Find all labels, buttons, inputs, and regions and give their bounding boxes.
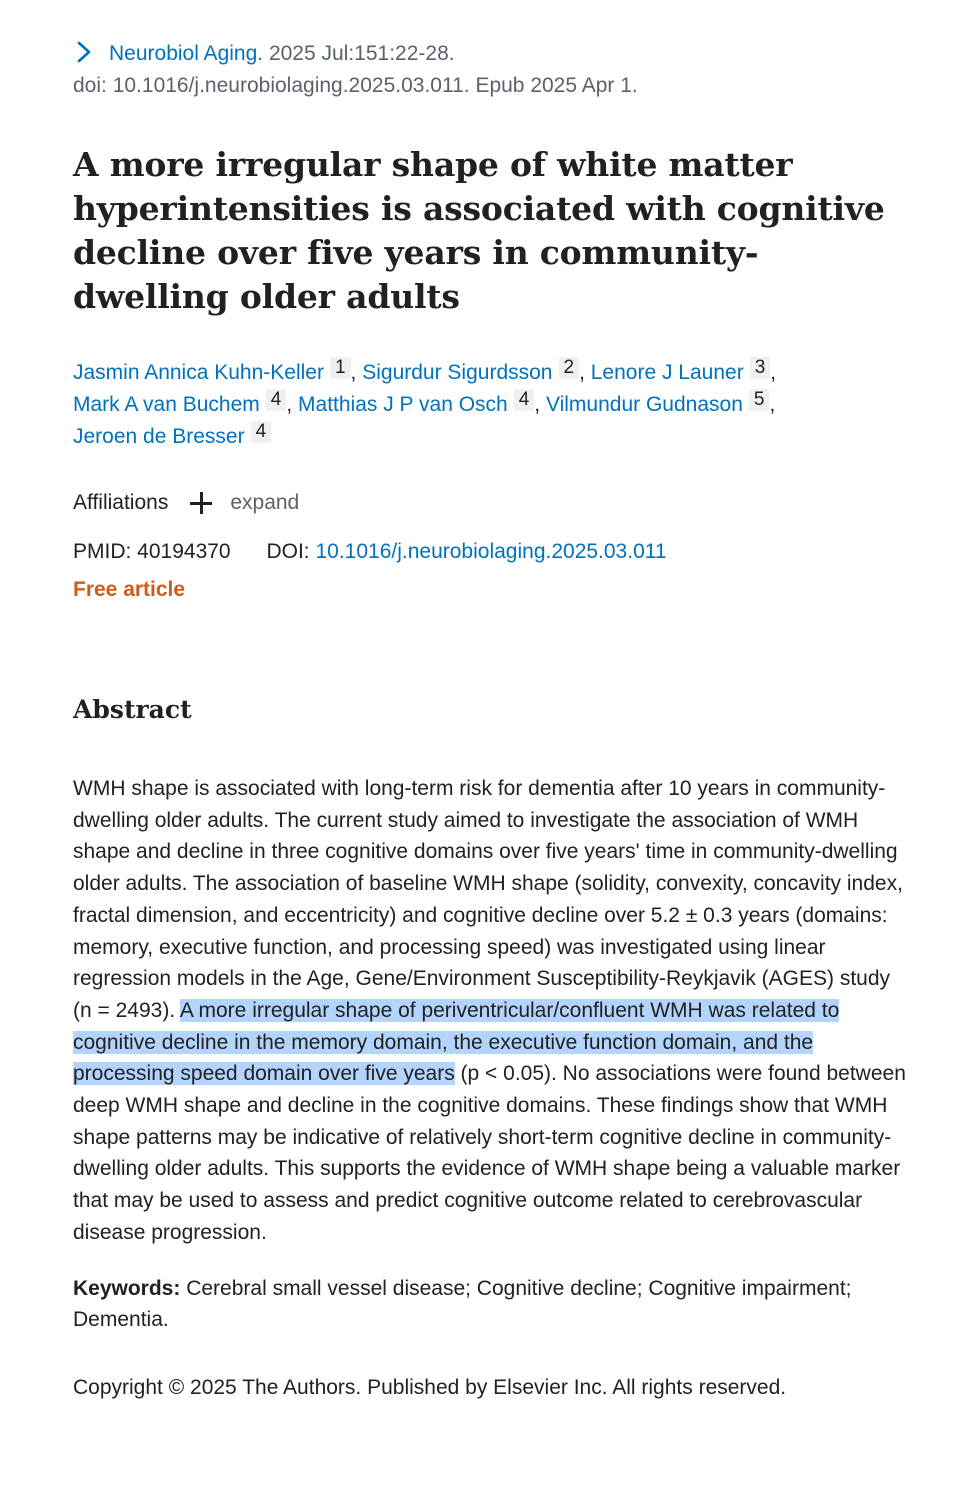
author-item: Vilmundur Gudnason 5 , bbox=[545, 389, 776, 416]
affiliation-number[interactable]: 4 bbox=[514, 389, 535, 411]
author-link[interactable]: Sigurdur Sigurdsson bbox=[362, 361, 553, 384]
author-item bbox=[73, 421, 271, 448]
author-item: Lenore J Launer 3 , bbox=[590, 357, 777, 384]
affiliation-number[interactable]: 1 bbox=[330, 357, 351, 379]
pmid: PMID: 40194370 bbox=[73, 540, 231, 563]
citation-line-1 bbox=[73, 38, 913, 70]
author-link[interactable]: Jasmin Annica Kuhn-Keller bbox=[73, 361, 324, 384]
affiliation-number[interactable]: 4 bbox=[266, 389, 287, 411]
author-link[interactable]: Vilmundur Gudnason bbox=[545, 393, 743, 416]
journal-link[interactable]: Neurobiol Aging. bbox=[109, 42, 264, 65]
author-link[interactable]: Matthias J P van Osch bbox=[298, 393, 508, 416]
affiliation-number[interactable]: 2 bbox=[559, 357, 580, 379]
plus-icon[interactable] bbox=[190, 492, 212, 514]
doi-label: DOI: bbox=[266, 540, 310, 563]
author-item: Matthias J P van Osch 4 , bbox=[298, 389, 546, 416]
copyright: Copyright © 2025 The Authors. Published by Elsevier Inc. All rights reserved. bbox=[73, 1375, 787, 1399]
author-item: Jasmin Annica Kuhn-Keller 1 , bbox=[73, 357, 363, 384]
affiliation-number[interactable]: 5 bbox=[749, 389, 770, 411]
citation-date-pages: 2025 Jul:151:22-28. bbox=[268, 42, 455, 65]
author-link[interactable]: Mark A van Buchem bbox=[73, 393, 260, 416]
author-link[interactable]: Lenore J Launer bbox=[590, 361, 744, 384]
abstract-text-selected: A more irregular shape of periventricular/confluent WMH was related to cognitive decline in the memory domain, the executive function domain, and the processing speed domain over five years bbox=[73, 998, 840, 1086]
doi-link[interactable]: 10.1016/j.neurobiolaging.2025.03.011 bbox=[315, 540, 667, 563]
keywords bbox=[73, 1273, 913, 1336]
affiliations-label: Affiliations bbox=[73, 491, 169, 514]
affiliation-number[interactable]: 4 bbox=[251, 421, 272, 443]
affiliation-number[interactable]: 3 bbox=[750, 357, 771, 379]
free-article-badge: Free article bbox=[73, 578, 186, 601]
citation-doi-epub: doi: 10.1016/j.neurobiolaging.2025.03.011. Epub 2025 Apr 1. bbox=[73, 74, 638, 97]
article-title: A more irregular shape of white matter hyperintensities is associated with cognitive decline over five years in community-dwelling older adults bbox=[73, 145, 885, 316]
keywords-text: Cerebral small vessel disease; Cognitive decline; Cognitive impairment; Dementia. bbox=[73, 1276, 852, 1332]
article-page bbox=[73, 38, 913, 1404]
authors-list bbox=[73, 357, 913, 453]
article-ids bbox=[73, 536, 913, 568]
author-item: Sigurdur Sigurdsson 2 , bbox=[362, 357, 591, 384]
keywords-label: Keywords: bbox=[73, 1276, 181, 1300]
abstract-text-after: (p < 0.05). No associations were found between deep WMH shape and decline in the cognitive domains. These findings show that WMH shape patterns may be indicative of relatively short-term cognitive decline in community-dwelling older adults. This supports the evidence of WMH shape being a valuable marker that may be used to assess and predict cognitive outcome related to cerebrovascular disease progression. bbox=[73, 1062, 906, 1244]
abstract-text-before: WMH shape is associated with long-term risk for dementia after 10 years in community-dwelling older adults. The current study aimed to investigate the association of WMH shape and decline in three cognitive domains over five years' time in community-dwelling older adults. The association of baseline WMH shape (solidity, convexity, concavity index, fractal dimension, and eccentricity) and cognitive decline over 5.2 ± 0.3 years (domains: memory, executive function, and processing speed) was investigated using linear regression models in the Age, Gene/Environment Susceptibility-Reykjavik (AGES) study (n = 2493). bbox=[73, 777, 903, 1022]
abstract-body bbox=[73, 773, 913, 1249]
author-item: Mark A van Buchem 4 , bbox=[73, 389, 299, 416]
expand-button[interactable]: expand bbox=[230, 491, 300, 514]
affiliations-toggle[interactable] bbox=[73, 487, 913, 519]
chevron-right-icon[interactable] bbox=[73, 41, 95, 63]
abstract-heading: Abstract bbox=[73, 695, 192, 724]
author-link[interactable]: Jeroen de Bresser bbox=[73, 425, 245, 448]
